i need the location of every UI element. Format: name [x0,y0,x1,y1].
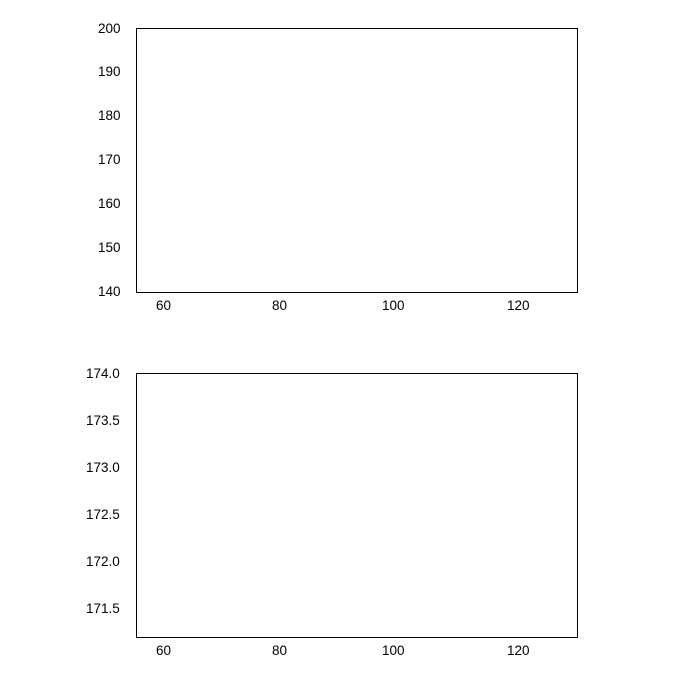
top-xtick-100: 100 [382,298,405,313]
top-ytick-160: 160 [98,196,121,211]
top-xtick-60: 60 [156,298,172,313]
bottom-ytick-173: 173.0 [86,460,120,475]
bottom-ytick-1715: 171.5 [86,601,120,616]
bottom-ytick-172: 172.0 [86,554,120,569]
bottom-xtick-80: 80 [272,643,288,658]
bottom-ytick-1725: 172.5 [86,507,120,522]
bottom-plot-svg [137,374,577,637]
top-plot-area [136,28,578,293]
bottom-panel [0,345,700,700]
top-ytick-140: 140 [98,284,121,299]
top-ytick-170: 170 [98,152,121,167]
bottom-xtick-120: 120 [507,643,530,658]
bottom-xtick-60: 60 [156,643,172,658]
top-xtick-120: 120 [507,298,530,313]
top-panel [0,0,700,345]
top-ytick-150: 150 [98,240,121,255]
bottom-ytick-174: 174.0 [86,366,120,381]
bottom-xtick-100: 100 [382,643,405,658]
bottom-ytick-1735: 173.5 [86,413,120,428]
top-ytick-200: 200 [98,21,121,36]
top-plot-svg [137,29,577,292]
top-ytick-190: 190 [98,64,121,79]
top-ytick-180: 180 [98,108,121,123]
bottom-plot-area [136,373,578,638]
top-xtick-80: 80 [272,298,288,313]
